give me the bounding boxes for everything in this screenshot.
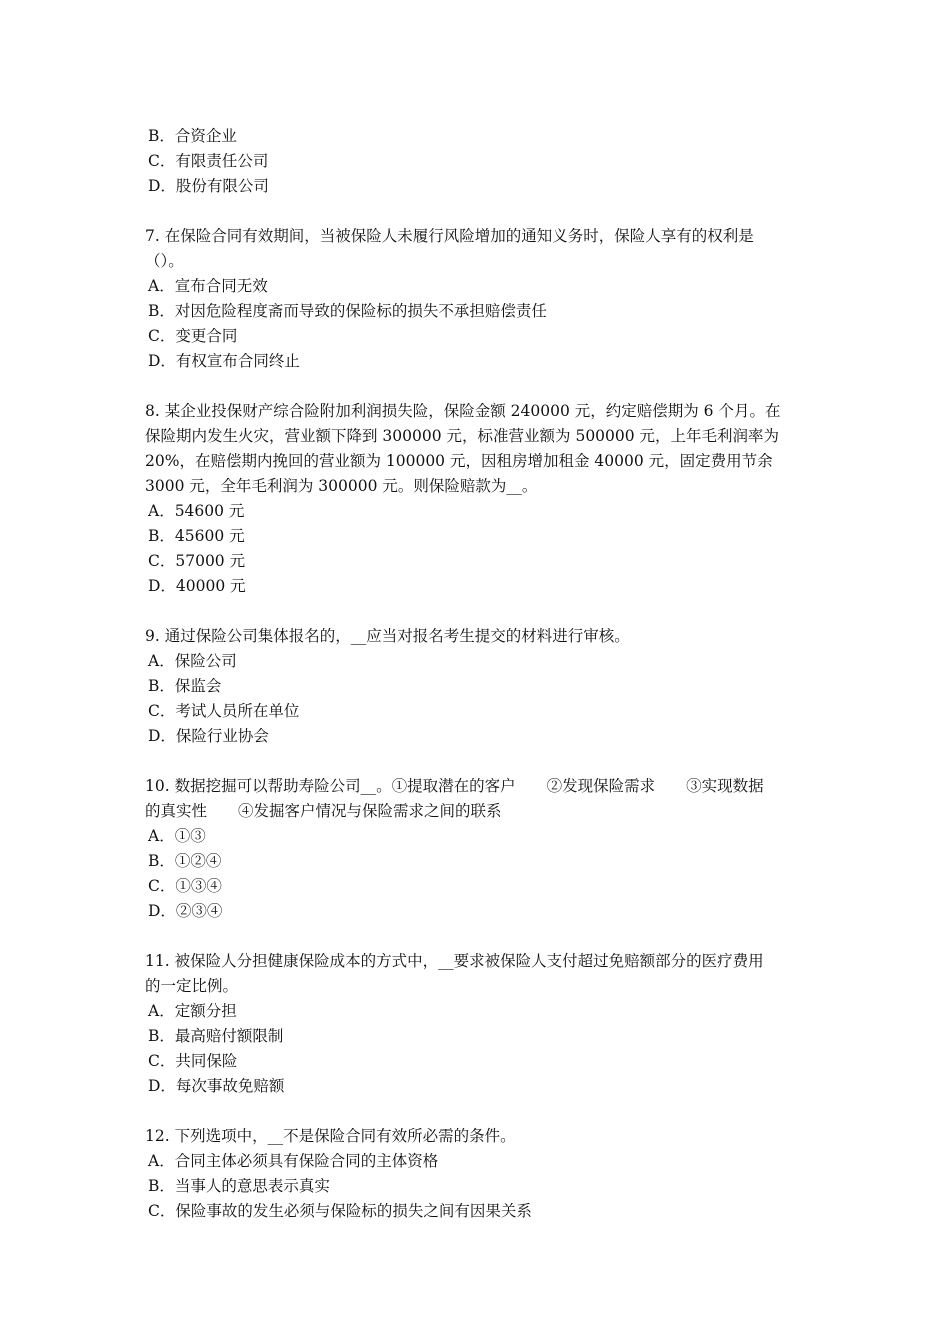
question-block-q6 (145, 124, 807, 199)
spacer (145, 199, 807, 224)
question-text-line: 11. 被保险人分担健康保险成本的方式中，__要求被保险人支付超过免赔额部分的医疗费用 (145, 952, 764, 970)
spacer (145, 749, 807, 774)
option-b: B．当事人的意思表示真实 (148, 1177, 330, 1195)
question-text-line: 20%，在赔偿期内挽回的营业额为 100000 元，因租房增加租金 40000 元，固定费用节余 (145, 452, 773, 470)
option-a: A．定额分担 (148, 1002, 237, 1020)
option-c: C．共同保险 (148, 1052, 238, 1070)
option-b: B．对因危险程度斋而导致的保险标的损失不承担赔偿责任 (148, 302, 547, 320)
question-text-line: 的真实性 ④发掘客户情况与保险需求之间的联系 (145, 802, 502, 820)
option-c: C．变更合同 (148, 327, 238, 345)
question-text-line: 3000 元，全年毛利润为 300000 元。则保险赔款为__。 (145, 477, 538, 495)
option-d: D．40000 元 (148, 577, 246, 595)
question-block-q9 (145, 624, 807, 749)
option-c: C．保险事故的发生必须与保险标的损失之间有因果关系 (148, 1202, 532, 1220)
spacer (145, 1099, 807, 1124)
option-a: A．54600 元 (148, 502, 245, 520)
option-a: A．宣布合同无效 (148, 277, 268, 295)
option-a: A．保险公司 (148, 652, 237, 670)
question-text-line: 8. 某企业投保财产综合险附加利润损失险，保险金额 240000 元，约定赔偿期为 6 个月。在 (145, 402, 781, 420)
option-c: C．57000 元 (148, 552, 246, 570)
question-text-line: 12. 下列选项中，__不是保险合同有效所必需的条件。 (145, 1127, 516, 1145)
option-d: D．保险行业协会 (148, 727, 269, 745)
spacer (145, 374, 807, 399)
question-text-line: （）。 (145, 252, 184, 270)
spacer (145, 599, 807, 624)
option-b: B．①②④ (148, 852, 222, 870)
option-b: B．45600 元 (148, 527, 245, 545)
question-block-q7 (145, 224, 807, 374)
spacer (145, 924, 807, 949)
question-block-q8 (145, 399, 807, 599)
option-d: D．有权宣布合同终止 (148, 352, 300, 370)
question-text-line: 9. 通过保险公司集体报名的，__应当对报名考生提交的材料进行审核。 (145, 627, 630, 645)
question-text-line: 7. 在保险合同有效期间，当被保险人未履行风险增加的通知义务时，保险人享有的权利是 (145, 227, 754, 245)
option-a: A．合同主体必须具有保险合同的主体资格 (148, 1152, 439, 1170)
option-a: A．①③ (148, 827, 206, 845)
question-block-q10 (145, 774, 807, 924)
document-content (145, 124, 807, 1224)
question-text-line: 保险期内发生火灾，营业额下降到 300000 元，标准营业额为 500000 元，上年毛利润率为 (145, 427, 780, 445)
option-b: B．最高赔付额限制 (148, 1027, 284, 1045)
option-d: D．②③④ (148, 902, 223, 920)
question-text-line: 10. 数据挖掘可以帮助寿险公司__。①提取潜在的客户 ②发现保险需求 ③实现数据 (145, 777, 764, 795)
question-block-q12 (145, 1124, 807, 1224)
option-c: C．考试人员所在单位 (148, 702, 300, 720)
option-d: D．每次事故免赔额 (148, 1077, 285, 1095)
option-c: C．有限责任公司 (148, 152, 269, 170)
question-text-line: 的一定比例。 (145, 977, 239, 995)
question-block-q11 (145, 949, 807, 1099)
option-d: D．股份有限公司 (148, 177, 269, 195)
option-c: C．①③④ (148, 877, 222, 895)
option-b: B．合资企业 (148, 127, 237, 145)
option-b: B．保监会 (148, 677, 222, 695)
